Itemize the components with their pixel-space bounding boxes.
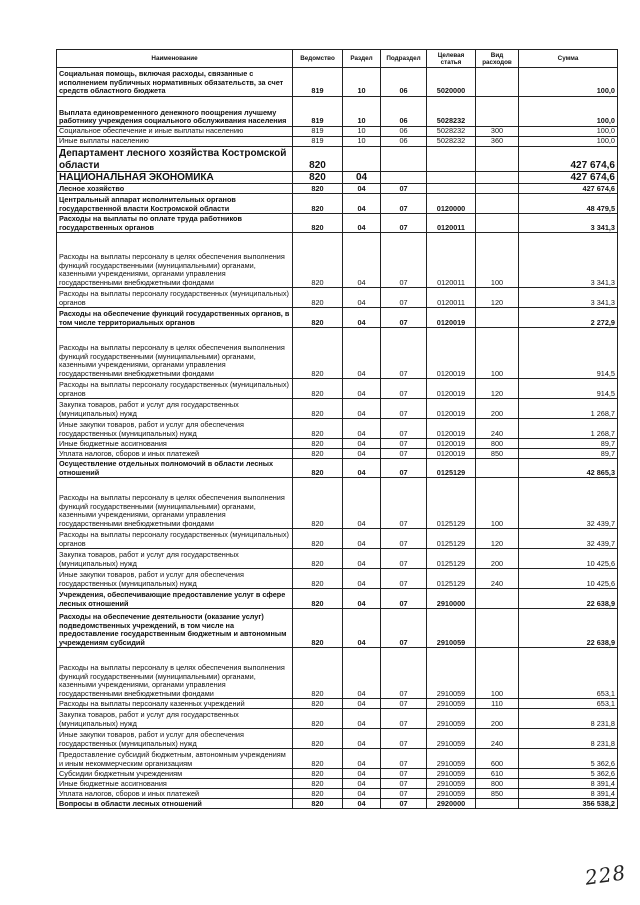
row-section: 04 <box>343 549 381 569</box>
row-name: Расходы на выплаты персоналу государственных (муниципальных) органов <box>57 529 293 549</box>
row-target-article: 0125129 <box>427 478 476 529</box>
table-row <box>57 439 618 449</box>
row-name: Иные выплаты населению <box>57 137 293 147</box>
row-section: 10 <box>343 127 381 137</box>
row-subsection: 07 <box>381 184 427 194</box>
row-target-article: 2910059 <box>427 609 476 648</box>
row-amount: 100,0 <box>519 97 618 127</box>
row-section: 10 <box>343 68 381 97</box>
row-department: 820 <box>293 569 343 589</box>
row-subsection: 07 <box>381 729 427 749</box>
row-department: 820 <box>293 147 343 172</box>
row-section: 04 <box>343 609 381 648</box>
row-department: 820 <box>293 214 343 233</box>
row-subsection: 07 <box>381 799 427 809</box>
row-department: 820 <box>293 172 343 184</box>
row-department: 820 <box>293 779 343 789</box>
row-name: Вопросы в области лесных отношений <box>57 799 293 809</box>
row-department: 820 <box>293 184 343 194</box>
row-target-article: 5028232 <box>427 137 476 147</box>
row-department: 820 <box>293 609 343 648</box>
row-name: Расходы на выплаты персоналу государственных (муниципальных) органов <box>57 379 293 399</box>
row-subsection: 07 <box>381 549 427 569</box>
row-department: 819 <box>293 68 343 97</box>
row-target-article: 2920000 <box>427 799 476 809</box>
row-subsection <box>381 147 427 172</box>
row-expense-type <box>476 147 519 172</box>
table-row <box>57 184 618 194</box>
row-subsection: 07 <box>381 609 427 648</box>
row-target-article: 2910000 <box>427 589 476 609</box>
row-department: 820 <box>293 709 343 729</box>
table-row <box>57 549 618 569</box>
row-target-article: 0120019 <box>427 449 476 459</box>
header-target-article: Целевая статья <box>427 50 476 68</box>
row-name: Расходы на выплаты персоналу казенных учреждений <box>57 699 293 709</box>
row-section: 04 <box>343 729 381 749</box>
row-subsection: 06 <box>381 127 427 137</box>
table-row <box>57 769 618 779</box>
row-section: 04 <box>343 769 381 779</box>
row-target-article: 2910059 <box>427 699 476 709</box>
table-row <box>57 308 618 328</box>
row-target-article: 2910059 <box>427 779 476 789</box>
row-name: Учреждения, обеспечивающие предоставление услуг в сфере лесных отношений <box>57 589 293 609</box>
row-department: 819 <box>293 137 343 147</box>
row-name: Центральный аппарат исполнительных органов государственной власти Костромской области <box>57 194 293 214</box>
row-section: 10 <box>343 97 381 127</box>
row-amount: 89,7 <box>519 449 618 459</box>
row-section: 04 <box>343 214 381 233</box>
table-row <box>57 529 618 549</box>
row-amount: 3 341,3 <box>519 214 618 233</box>
row-section: 10 <box>343 137 381 147</box>
row-amount: 653,1 <box>519 648 618 699</box>
row-target-article: 0120019 <box>427 439 476 449</box>
row-expense-type: 360 <box>476 137 519 147</box>
row-target-article: 5020000 <box>427 68 476 97</box>
row-amount: 8 231,8 <box>519 729 618 749</box>
row-amount: 653,1 <box>519 699 618 709</box>
row-amount: 2 272,9 <box>519 308 618 328</box>
row-subsection: 07 <box>381 709 427 729</box>
header-name: Наименование <box>57 50 293 68</box>
row-amount: 5 362,6 <box>519 749 618 769</box>
row-expense-type: 200 <box>476 549 519 569</box>
row-target-article: 2910059 <box>427 749 476 769</box>
row-department: 820 <box>293 549 343 569</box>
row-expense-type: 800 <box>476 779 519 789</box>
row-subsection <box>381 172 427 184</box>
row-subsection: 07 <box>381 399 427 419</box>
header-amount: Сумма <box>519 50 618 68</box>
row-target-article: 0120019 <box>427 419 476 439</box>
row-department: 820 <box>293 478 343 529</box>
row-subsection: 07 <box>381 699 427 709</box>
row-department: 820 <box>293 769 343 779</box>
header-subsection: Подраздел <box>381 50 427 68</box>
row-name: Расходы на обеспечение деятельности (оказание услуг) подведомственных учреждений, в том числе на предоставление государственным бюджетным и автономным учреждениям субсидий <box>57 609 293 648</box>
row-subsection: 07 <box>381 194 427 214</box>
row-target-article <box>427 184 476 194</box>
table-row <box>57 729 618 749</box>
row-expense-type: 100 <box>476 328 519 379</box>
row-amount: 3 341,3 <box>519 288 618 308</box>
row-name: Иные бюджетные ассигнования <box>57 779 293 789</box>
row-department: 820 <box>293 749 343 769</box>
row-subsection: 07 <box>381 459 427 478</box>
row-section: 04 <box>343 648 381 699</box>
row-target-article <box>427 172 476 184</box>
row-subsection: 07 <box>381 779 427 789</box>
row-target-article: 0125129 <box>427 569 476 589</box>
row-subsection: 07 <box>381 233 427 288</box>
row-name: Расходы на выплаты персоналу в целях обеспечения выполнения функций государственными (муниципальными) органами, казенными учреждениями, органами управления государственными внебюджетными фондами <box>57 233 293 288</box>
row-department: 819 <box>293 97 343 127</box>
row-section: 04 <box>343 779 381 789</box>
table-row <box>57 147 618 172</box>
table-row <box>57 648 618 699</box>
row-name: Закупка товаров, работ и услуг для государственных (муниципальных) нужд <box>57 399 293 419</box>
row-name: Социальная помощь, включая расходы, связанные с исполнением публичных нормативных обязательств, за счет средств областного бюджета <box>57 68 293 97</box>
row-section: 04 <box>343 709 381 729</box>
row-expense-type <box>476 799 519 809</box>
row-department: 820 <box>293 789 343 799</box>
row-amount: 8 391,4 <box>519 789 618 799</box>
row-subsection: 07 <box>381 308 427 328</box>
row-amount: 427 674,6 <box>519 147 618 172</box>
row-name: НАЦИОНАЛЬНАЯ ЭКОНОМИКА <box>57 172 293 184</box>
row-target-article <box>427 147 476 172</box>
table-row <box>57 419 618 439</box>
row-subsection: 06 <box>381 68 427 97</box>
budget-table <box>56 49 618 809</box>
row-section: 04 <box>343 233 381 288</box>
header-expense-type: Вид расходов <box>476 50 519 68</box>
row-subsection: 07 <box>381 648 427 699</box>
row-target-article: 5028232 <box>427 97 476 127</box>
row-amount: 32 439,7 <box>519 529 618 549</box>
table-row <box>57 127 618 137</box>
row-expense-type: 100 <box>476 233 519 288</box>
row-amount: 427 674,6 <box>519 184 618 194</box>
row-amount: 42 865,3 <box>519 459 618 478</box>
row-section: 04 <box>343 439 381 449</box>
row-name: Департамент лесного хозяйства Костромской области <box>57 147 293 172</box>
row-name: Предоставление субсидий бюджетным, автономным учреждениям и иным некоммерческим организациям <box>57 749 293 769</box>
row-expense-type <box>476 459 519 478</box>
row-expense-type <box>476 194 519 214</box>
row-name: Осуществление отдельных полномочий в области лесных отношений <box>57 459 293 478</box>
table-row <box>57 709 618 729</box>
table-row <box>57 749 618 769</box>
row-amount: 1 268,7 <box>519 399 618 419</box>
row-target-article: 0125129 <box>427 529 476 549</box>
table-row <box>57 399 618 419</box>
row-target-article: 2910059 <box>427 729 476 749</box>
row-subsection: 07 <box>381 439 427 449</box>
row-expense-type <box>476 609 519 648</box>
row-name: Иные закупки товаров, работ и услуг для обеспечения государственных (муниципальных) нужд <box>57 419 293 439</box>
row-amount: 5 362,6 <box>519 769 618 779</box>
row-subsection: 06 <box>381 97 427 127</box>
table-row <box>57 233 618 288</box>
row-section: 04 <box>343 699 381 709</box>
row-department: 820 <box>293 233 343 288</box>
table-row <box>57 172 618 184</box>
row-section: 04 <box>343 478 381 529</box>
table-row <box>57 789 618 799</box>
row-subsection: 07 <box>381 589 427 609</box>
row-expense-type <box>476 308 519 328</box>
table-row <box>57 194 618 214</box>
row-department: 820 <box>293 194 343 214</box>
row-section: 04 <box>343 589 381 609</box>
row-section: 04 <box>343 529 381 549</box>
row-expense-type: 100 <box>476 478 519 529</box>
row-target-article: 2910059 <box>427 709 476 729</box>
table-row <box>57 68 618 97</box>
row-name: Субсидии бюджетным учреждениям <box>57 769 293 779</box>
row-subsection: 07 <box>381 449 427 459</box>
table-row <box>57 799 618 809</box>
row-target-article: 0125129 <box>427 549 476 569</box>
row-expense-type: 610 <box>476 769 519 779</box>
header-department: Ведомство <box>293 50 343 68</box>
row-department: 820 <box>293 589 343 609</box>
row-department: 820 <box>293 449 343 459</box>
row-department: 820 <box>293 648 343 699</box>
row-expense-type <box>476 97 519 127</box>
row-name: Иные бюджетные ассигнования <box>57 439 293 449</box>
row-expense-type: 240 <box>476 419 519 439</box>
row-expense-type: 800 <box>476 439 519 449</box>
table-row <box>57 478 618 529</box>
row-subsection: 07 <box>381 769 427 779</box>
table-row <box>57 97 618 127</box>
row-amount: 1 268,7 <box>519 419 618 439</box>
row-subsection: 07 <box>381 569 427 589</box>
row-target-article: 2910059 <box>427 648 476 699</box>
table-header-row <box>57 50 618 68</box>
row-expense-type: 100 <box>476 648 519 699</box>
row-name: Социальное обеспечение и иные выплаты населению <box>57 127 293 137</box>
row-target-article: 0120019 <box>427 379 476 399</box>
row-expense-type: 850 <box>476 789 519 799</box>
row-amount: 89,7 <box>519 439 618 449</box>
row-target-article: 2910059 <box>427 769 476 779</box>
table-row <box>57 137 618 147</box>
table-row <box>57 288 618 308</box>
row-department: 820 <box>293 459 343 478</box>
row-expense-type: 600 <box>476 749 519 769</box>
row-subsection: 06 <box>381 137 427 147</box>
row-amount: 8 391,4 <box>519 779 618 789</box>
row-expense-type: 120 <box>476 529 519 549</box>
row-expense-type <box>476 68 519 97</box>
row-amount: 22 638,9 <box>519 609 618 648</box>
row-section: 04 <box>343 419 381 439</box>
row-amount: 914,5 <box>519 379 618 399</box>
row-target-article: 0120019 <box>427 328 476 379</box>
table-row <box>57 449 618 459</box>
row-expense-type: 240 <box>476 729 519 749</box>
row-department: 820 <box>293 379 343 399</box>
row-amount: 356 538,2 <box>519 799 618 809</box>
row-subsection: 07 <box>381 478 427 529</box>
row-section: 04 <box>343 789 381 799</box>
row-department: 820 <box>293 529 343 549</box>
row-expense-type: 110 <box>476 699 519 709</box>
row-target-article: 0120011 <box>427 233 476 288</box>
row-section: 04 <box>343 569 381 589</box>
row-amount: 10 425,6 <box>519 549 618 569</box>
row-section: 04 <box>343 194 381 214</box>
row-section: 04 <box>343 328 381 379</box>
table-row <box>57 459 618 478</box>
row-name: Иные закупки товаров, работ и услуг для обеспечения государственных (муниципальных) нужд <box>57 569 293 589</box>
row-expense-type: 850 <box>476 449 519 459</box>
row-department: 820 <box>293 399 343 419</box>
row-expense-type <box>476 589 519 609</box>
row-amount: 100,0 <box>519 68 618 97</box>
row-target-article: 0120019 <box>427 399 476 419</box>
row-target-article: 0120019 <box>427 308 476 328</box>
row-target-article: 0120011 <box>427 214 476 233</box>
row-section: 04 <box>343 449 381 459</box>
row-department: 820 <box>293 439 343 449</box>
row-expense-type <box>476 184 519 194</box>
row-name: Уплата налогов, сборов и иных платежей <box>57 449 293 459</box>
row-section: 04 <box>343 288 381 308</box>
row-name: Иные закупки товаров, работ и услуг для обеспечения государственных (муниципальных) нужд <box>57 729 293 749</box>
row-target-article: 5028232 <box>427 127 476 137</box>
row-section: 04 <box>343 379 381 399</box>
row-amount: 32 439,7 <box>519 478 618 529</box>
row-expense-type <box>476 172 519 184</box>
row-name: Уплата налогов, сборов и иных платежей <box>57 789 293 799</box>
row-section: 04 <box>343 459 381 478</box>
table-row <box>57 379 618 399</box>
row-target-article: 0125129 <box>427 459 476 478</box>
row-name: Расходы на выплаты персоналу в целях обеспечения выполнения функций государственными (муниципальными) органами, казенными учреждениями, органами управления государственными внебюджетными фондами <box>57 648 293 699</box>
row-amount: 10 425,6 <box>519 569 618 589</box>
row-subsection: 07 <box>381 288 427 308</box>
row-department: 820 <box>293 699 343 709</box>
row-section: 04 <box>343 172 381 184</box>
header-section: Раздел <box>343 50 381 68</box>
table-row <box>57 779 618 789</box>
row-amount: 3 341,3 <box>519 233 618 288</box>
row-expense-type: 120 <box>476 379 519 399</box>
table-row <box>57 699 618 709</box>
row-section: 04 <box>343 184 381 194</box>
row-name: Расходы на выплаты персоналу в целях обеспечения выполнения функций государственными (муниципальными) органами, казенными учреждениями, органами управления государственными внебюджетными фондами <box>57 478 293 529</box>
row-target-article: 0120011 <box>427 288 476 308</box>
row-expense-type: 200 <box>476 709 519 729</box>
row-section <box>343 147 381 172</box>
row-subsection: 07 <box>381 419 427 439</box>
row-name: Выплата единовременного денежного поощрения лучшему работнику учреждения социального обслуживания населения <box>57 97 293 127</box>
row-amount: 100,0 <box>519 127 618 137</box>
row-expense-type: 300 <box>476 127 519 137</box>
table-row <box>57 214 618 233</box>
row-section: 04 <box>343 308 381 328</box>
row-name: Закупка товаров, работ и услуг для государственных (муниципальных) нужд <box>57 709 293 729</box>
row-amount: 100,0 <box>519 137 618 147</box>
row-target-article: 0120000 <box>427 194 476 214</box>
row-expense-type: 240 <box>476 569 519 589</box>
row-expense-type: 120 <box>476 288 519 308</box>
row-amount: 8 231,8 <box>519 709 618 729</box>
row-section: 04 <box>343 749 381 769</box>
row-department: 820 <box>293 799 343 809</box>
row-department: 820 <box>293 729 343 749</box>
row-subsection: 07 <box>381 789 427 799</box>
table-row <box>57 609 618 648</box>
page-number: 228 <box>583 860 628 890</box>
row-name: Лесное хозяйство <box>57 184 293 194</box>
row-expense-type <box>476 214 519 233</box>
row-amount: 914,5 <box>519 328 618 379</box>
row-department: 820 <box>293 288 343 308</box>
row-target-article: 2910059 <box>427 789 476 799</box>
row-department: 820 <box>293 308 343 328</box>
row-section: 04 <box>343 399 381 419</box>
row-department: 819 <box>293 127 343 137</box>
row-subsection: 07 <box>381 379 427 399</box>
row-amount: 48 479,5 <box>519 194 618 214</box>
row-section: 04 <box>343 799 381 809</box>
row-department: 820 <box>293 419 343 439</box>
row-amount: 22 638,9 <box>519 589 618 609</box>
row-subsection: 07 <box>381 328 427 379</box>
row-department: 820 <box>293 328 343 379</box>
row-name: Закупка товаров, работ и услуг для государственных (муниципальных) нужд <box>57 549 293 569</box>
table-row <box>57 328 618 379</box>
row-name: Расходы на обеспечение функций государственных органов, в том числе территориальных органов <box>57 308 293 328</box>
row-subsection: 07 <box>381 529 427 549</box>
row-expense-type: 200 <box>476 399 519 419</box>
row-name: Расходы на выплаты персоналу в целях обеспечения выполнения функций государственными (муниципальными) органами, казенными учреждениями, органами управления государственными внебюджетными фондами <box>57 328 293 379</box>
table-row <box>57 569 618 589</box>
row-name: Расходы на выплаты по оплате труда работников государственных органов <box>57 214 293 233</box>
row-subsection: 07 <box>381 214 427 233</box>
row-name: Расходы на выплаты персоналу государственных (муниципальных) органов <box>57 288 293 308</box>
table-row <box>57 589 618 609</box>
row-subsection: 07 <box>381 749 427 769</box>
row-amount: 427 674,6 <box>519 172 618 184</box>
